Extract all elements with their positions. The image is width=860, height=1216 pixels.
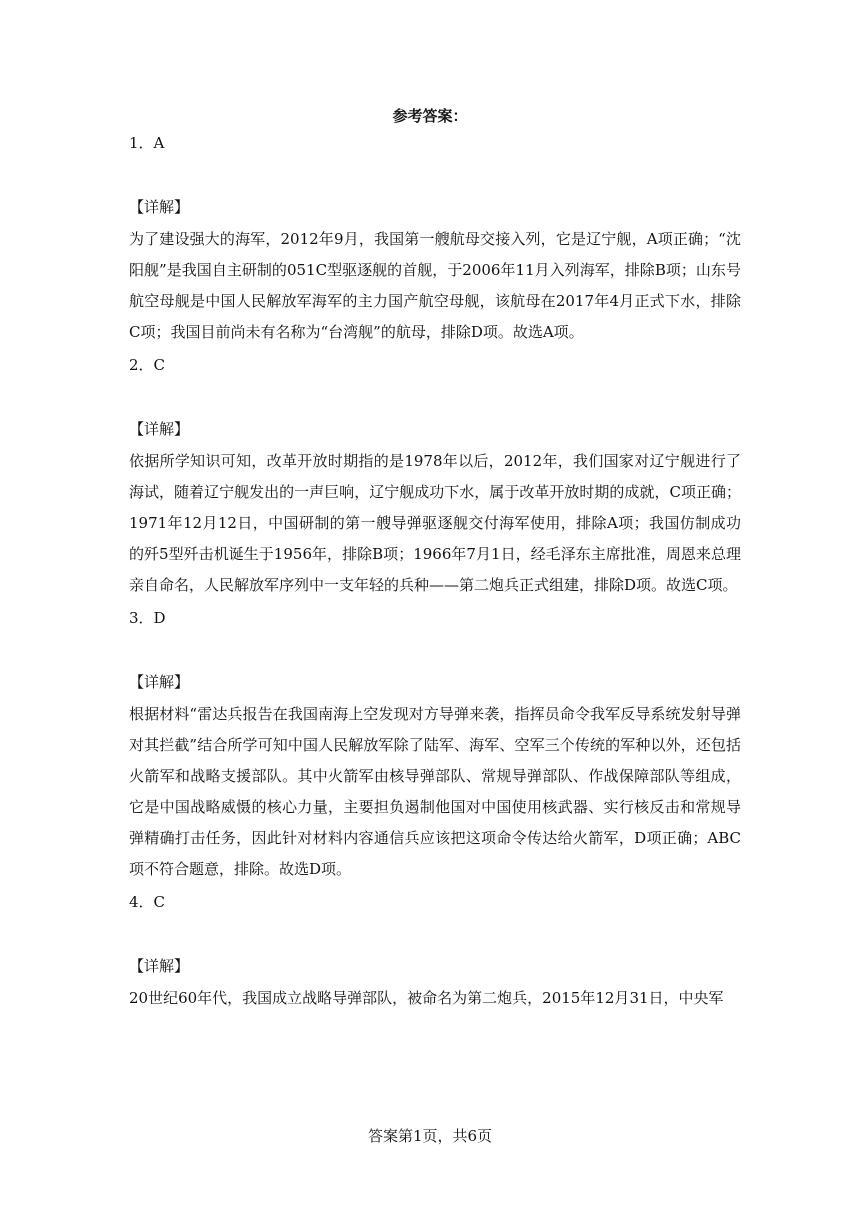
answer-3: 3．D <box>129 609 166 627</box>
detail-label-1: 【详解】 <box>129 198 190 216</box>
detail-label-3: 【详解】 <box>129 673 190 691</box>
detail-text-1: 为了建设强大的海军，2012年9月，我国第一艘航母交接入列，它是辽宁舰，A项正确；“沈阳舰”是我国自主研制的051C型驱逐舰的首舰，于2006年11月入列海军，排除B项；山东号航空母舰是中国人民解放军海军的主力国产航空母舰，该航母在2017年4月正式下水，排除C项；我国目前尚未有名称为“台湾舰”的航母，排除D项。故选A项。 <box>129 230 741 341</box>
question-1 <box>129 132 741 348</box>
detail-text-2: 依据所学知识可知，改革开放时期指的是1978年以后，2012年，我们国家对辽宁舰进行了海试，随着辽宁舰发出的一声巨响，辽宁舰成功下水，属于改革开放时期的成就，C项正确；1971年12月12日，中国研制的第一艘导弹驱逐舰交付海军使用，排除A项；我国仿制成功的歼5型歼击机诞生于1956年，排除B项；1966年7月1日，经毛泽东主席批准，周恩来总理亲自命名，人民解放军序列中一支年轻的兵种——第二炮兵正式组建，排除D项。故选C项。 <box>129 452 741 594</box>
question-4 <box>129 891 741 1014</box>
answer-1: 1．A <box>129 134 165 152</box>
detail-text-3: 根据材料“雷达兵报告在我国南海上空发现对方导弹来袭，指挥员命令我军反导系统发射导弹对其拦截”结合所学可知中国人民解放军除了陆军、海军、空军三个传统的军种以外，还包括火箭军和战略支援部队。其中火箭军由核导弹部队、常规导弹部队、作战保障部队等组成，它是中国战略威慑的核心力量，主要担负遏制他国对中国使用核武器、实行核反击和常规导弹精确打击任务，因此针对材料内容通信兵应该把这项命令传达给火箭军，D项正确；ABC项不符合题意，排除。故选D项。 <box>129 705 741 878</box>
detail-label-2: 【详解】 <box>129 420 190 438</box>
answer-4: 4．C <box>129 893 166 911</box>
answer-list <box>129 132 741 1020</box>
detail-text-4: 20世纪60年代，我国成立战略导弹部队，被命名为第二炮兵，2015年12月31日，中央军 <box>129 989 724 1007</box>
answer-2: 2．C <box>129 356 166 374</box>
page-title: 参考答案： <box>392 107 468 125</box>
question-3 <box>129 607 741 885</box>
page-footer: 答案第1页，共6页 <box>367 1127 493 1145</box>
detail-label-4: 【详解】 <box>129 957 190 975</box>
question-2 <box>129 354 741 601</box>
